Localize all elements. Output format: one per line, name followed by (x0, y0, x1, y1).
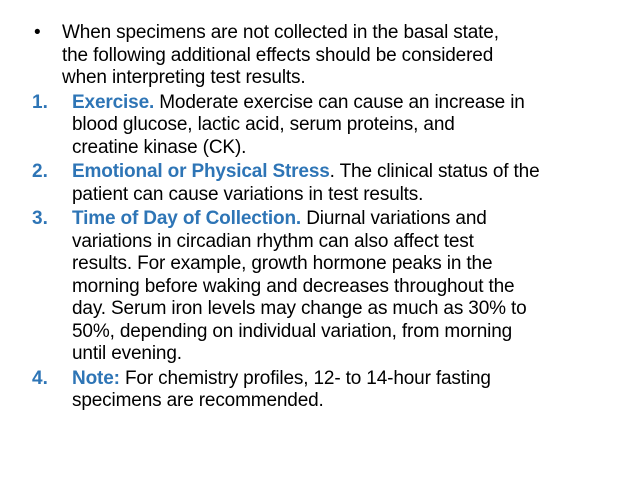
item-text: For chemistry profiles, 12- to 14-hour fasting (119, 367, 491, 389)
list-item-stress (32, 161, 610, 206)
item-line: blood glucose, lactic acid, serum proteins, and (72, 114, 455, 135)
item-heading: Time of Day of Collection. (72, 208, 302, 229)
item-line: patient can cause variations in test results. (72, 183, 424, 205)
item-number: 1. (32, 91, 48, 113)
item-number: 4. (32, 367, 48, 389)
item-text: Diurnal variations and (301, 208, 487, 229)
item-first-line (72, 161, 610, 184)
item-line: until evening. (72, 343, 182, 364)
item-line: results. For example, growth hormone peaks in the (72, 253, 493, 274)
item-number: 3. (32, 208, 48, 229)
item-heading: Emotional or Physical Stress (72, 161, 330, 182)
bullet-icon: • (34, 22, 41, 43)
item-first-line (72, 92, 610, 115)
list-item-exercise (32, 92, 610, 160)
item-line: morning before waking and decreases throughout the (72, 275, 515, 297)
item-text: Moderate exercise can cause an increase in (154, 91, 525, 113)
item-line: 50%, depending on individual variation, from morning (72, 320, 513, 342)
intro-bullet (32, 22, 610, 90)
item-line: creatine kinase (CK). (72, 136, 247, 158)
intro-line: the following additional effects should be considered (62, 44, 494, 66)
list-item-note (32, 368, 610, 413)
item-line: specimens are recommended. (72, 390, 324, 411)
intro-line: When specimens are not collected in the basal state, (62, 22, 499, 43)
item-heading: Exercise. (72, 91, 155, 113)
intro-line: when interpreting test results. (62, 67, 306, 88)
item-line: day. Serum iron levels may change as much as 30% to (72, 298, 527, 319)
list-item-time-of-day (32, 208, 610, 366)
item-first-line (72, 368, 610, 391)
item-number: 2. (32, 161, 48, 182)
item-line: variations in circadian rhythm can also affect test (72, 230, 474, 252)
item-first-line (72, 208, 610, 231)
item-heading: Note: (72, 367, 120, 389)
item-text: . The clinical status of the (329, 161, 540, 182)
